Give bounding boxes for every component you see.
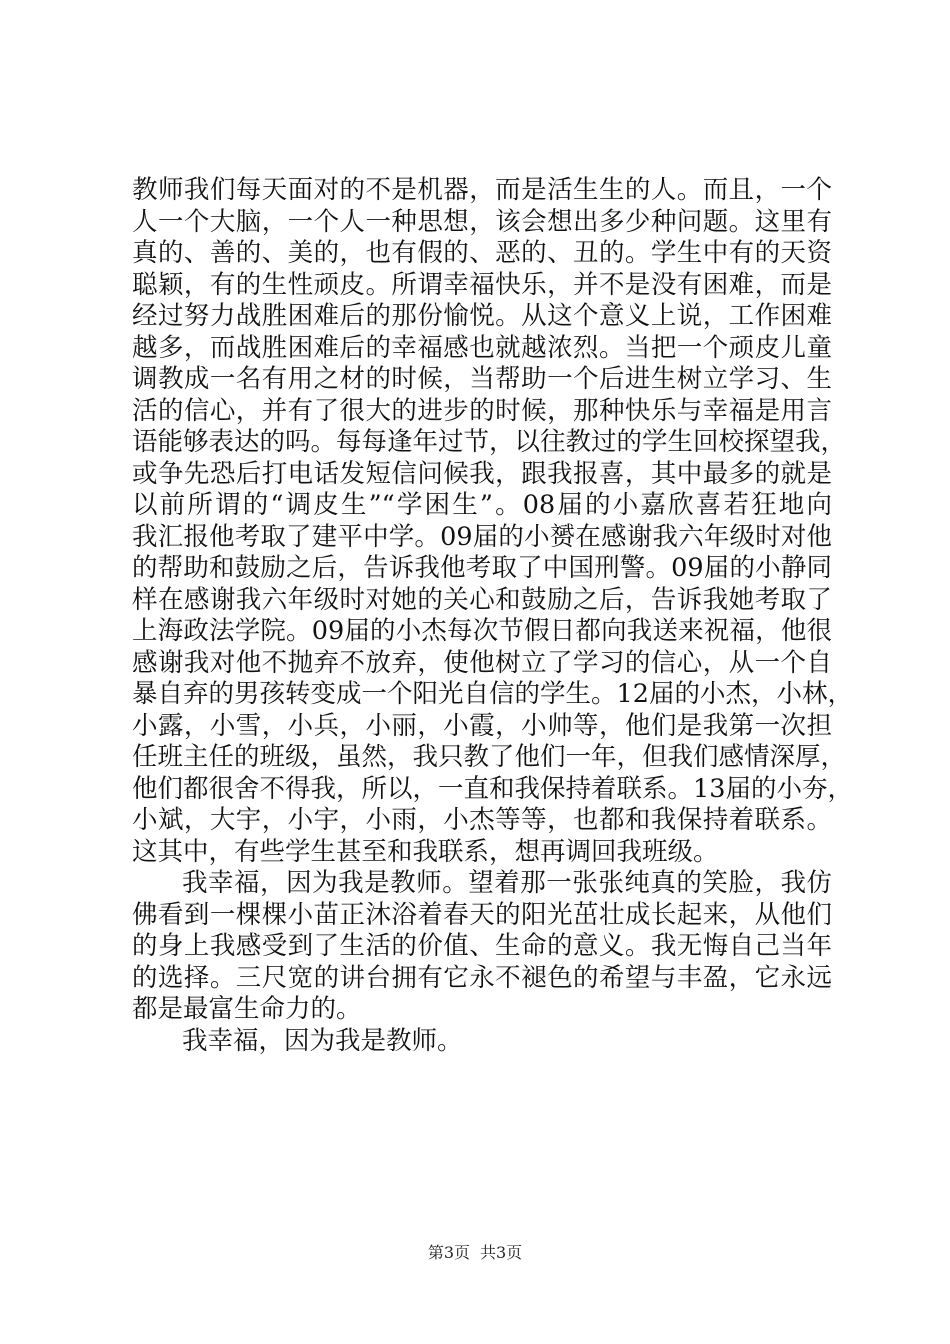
- text-line: 经过努力战胜困难后的那份愉悦。从这个意义上说，工作困难: [132, 301, 832, 331]
- text-line: 我幸福，因为我是教师。: [182, 1025, 463, 1056]
- text-line: 任班主任的班级，虽然，我只教了他们一年，但我们感情深厚，: [132, 742, 847, 772]
- paragraph-3: [132, 1026, 832, 1058]
- page-number: 第3页: [427, 1243, 470, 1262]
- page-footer: [0, 1240, 950, 1263]
- text-line: 他们都很舍不得我，所以，一直和我保持着联系。13届的小夯，: [132, 773, 853, 804]
- text-line: 佛看到一棵棵小苗正沐浴着春天的阳光茁壮成长起来，从他们: [132, 899, 832, 930]
- text-line: 上海政法学院。09届的小杰每次节假日都向我送来祝福，他很: [132, 616, 832, 646]
- text-line: 样在感谢我六年级时对她的关心和鼓励之后，告诉我她考取了: [132, 584, 832, 615]
- text-line: 人一个大脑，一个人一种思想，该会想出多少种问题。这里有: [132, 206, 832, 237]
- paragraph-2: [132, 868, 832, 1026]
- text-line: 的身上我感受到了生活的价值、生命的意义。我无悔自己当年: [132, 931, 832, 961]
- text-line: 暴自弃的男孩转变成一个阳光自信的学生。12届的小杰，小林，: [132, 679, 853, 709]
- text-line: 我汇报他考取了建平中学。09届的小赟在感谢我六年级时对他: [132, 521, 832, 552]
- text-line: 感谢我对他不抛弃不放弃，使他树立了学习的信心，从一个自: [132, 647, 832, 678]
- text-line: 教师我们每天面对的不是机器，而是活生生的人。而且，一个: [132, 175, 832, 205]
- text-line: 我幸福，因为我是教师。望着那一张张纯真的笑脸，我仿: [182, 868, 832, 898]
- body-text: [132, 175, 853, 1057]
- text-line: 或争先恐后打电话发短信问候我，跟我报喜，其中最多的就是: [132, 458, 832, 489]
- text-line: 这其中，有些学生甚至和我联系，想再调回我班级。: [132, 836, 719, 867]
- text-line: 都是最富生命力的。: [132, 994, 362, 1024]
- text-line: 越多，而战胜困难后的幸福感也就越浓烈。当把一个顽皮儿童: [132, 332, 832, 363]
- text-line: 聪颖，有的生性顽皮。所谓幸福快乐，并不是没有困难，而是: [132, 269, 832, 300]
- paragraph-1: [132, 175, 853, 868]
- text-line: 真的、善的、美的，也有假的、恶的、丑的。学生中有的天资: [132, 238, 832, 268]
- text-line: 以前所谓的“调皮生”“学困生”。08届的小嘉欣喜若狂地向: [132, 490, 832, 520]
- text-line: 的帮助和鼓励之后，告诉我他考取了中国刑警。09届的小静同: [132, 553, 832, 583]
- text-line: 的选择。三尺宽的讲台拥有它永不褪色的希望与丰盈，它永远: [132, 962, 832, 993]
- text-line: 小露，小雪，小兵，小丽，小霞，小帅等，他们是我第一次担: [132, 710, 832, 741]
- text-line: 小斌，大宇，小宇，小雨，小杰等等，也都和我保持着联系。: [132, 805, 832, 835]
- text-line: 活的信心，并有了很大的进步的时候，那种快乐与幸福是用言: [132, 395, 832, 426]
- text-line: 调教成一名有用之材的时候，当帮助一个后进生树立学习、生: [132, 364, 832, 394]
- page-total: 共3页: [480, 1243, 523, 1262]
- text-line: 语能够表达的吗。每每逢年过节，以往教过的学生回校探望我，: [132, 427, 847, 457]
